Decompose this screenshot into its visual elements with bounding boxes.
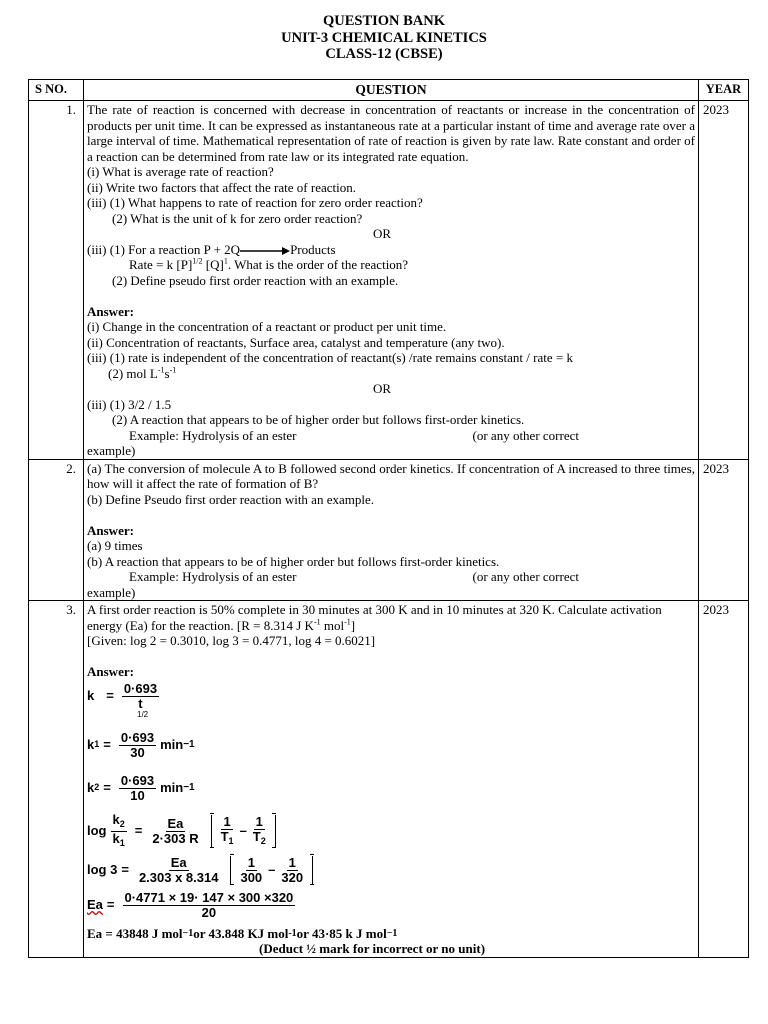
- year-cell: 2023: [699, 101, 749, 460]
- question-part: (b) Define Pseudo first order reaction with an example.: [87, 491, 374, 507]
- answer-part: [87, 569, 695, 585]
- column-header-year: YEAR: [699, 80, 749, 101]
- exponent: -1: [313, 617, 321, 627]
- column-header-sno: S NO.: [29, 80, 84, 101]
- subscript: 2: [119, 818, 125, 829]
- answer-part: (b) A reaction that appears to be of higher order but follows first-order kinetics.: [87, 553, 500, 569]
- question-part: (ii) Write two factors that affect the rate of reaction.: [87, 179, 356, 195]
- document-header: [0, 13, 768, 63]
- marking-note: (Deduct ½ mark for incorrect or no unit): [259, 941, 486, 956]
- denominator: 320: [281, 869, 304, 885]
- denominator: 20: [201, 904, 217, 920]
- unit: (2) mol L: [108, 365, 158, 381]
- question-part: (i) What is average rate of reaction?: [87, 164, 274, 179]
- half-subscript: 1/2: [137, 709, 149, 719]
- subscript: 1: [94, 739, 100, 750]
- unit: min: [160, 737, 184, 753]
- example: Example: Hydrolysis of an ester: [129, 569, 297, 584]
- equation-result: [87, 926, 695, 942]
- year-cell: 2023: [699, 459, 749, 601]
- question-table: [28, 79, 749, 958]
- numerator: Ea: [170, 854, 187, 870]
- fraction: [122, 682, 159, 711]
- exponent: −1: [182, 927, 194, 939]
- numerator: 1: [288, 854, 296, 870]
- question-cell: [84, 101, 699, 460]
- answer-label: Answer:: [87, 303, 134, 319]
- answer-part: example): [87, 443, 136, 458]
- fraction: [137, 856, 221, 885]
- result-text: or 43·85 k J mol: [296, 925, 387, 941]
- answer-part: example): [87, 584, 136, 600]
- answer-part: (2) A reaction that appears to be of higher order but follows first-order kinetics.: [112, 412, 525, 427]
- denominator: 2.303 x 8.314: [138, 869, 219, 885]
- table-header-row: [29, 80, 749, 101]
- alternative-note: (or any other correct: [472, 569, 579, 584]
- denominator: 30: [130, 744, 145, 760]
- math-symbol: k: [87, 688, 95, 704]
- answer-label: Answer:: [87, 522, 134, 538]
- question-part: [87, 602, 695, 633]
- equation-ea: Ea = $\frac{0\cdot 4771 \times 19\cdot 147 \times 300 \times 320}{20}$: [87, 889, 294, 920]
- equation-k: k = $\frac{0\cdot 693}{t}$: [87, 680, 158, 711]
- answer-part: (i) Change in the concentration of a reactant or product per unit time.: [87, 319, 447, 334]
- or-separator: OR: [373, 381, 392, 396]
- fraction: [123, 891, 296, 920]
- answer-part: (iii) (1) 3/2 / 1.5: [87, 396, 172, 412]
- solution-math: [87, 682, 695, 957]
- fraction: [111, 813, 127, 850]
- rate-law: Rate = k [P]: [129, 257, 193, 272]
- equation-k1: k 1 = $\frac{0\cdot 693}{30}$ min −1: [87, 729, 195, 760]
- question-intro: The rate of reaction is concerned with decrease in concentration of reactants or increase in the concentration of products per unit time. It can be expressed as instantaneous rate at a particular instant of time and average rate over a large interval of time. Mathematical representation of rate of reaction is given by rate law. Rate constant and order of a reaction can be determined from rate law or its integrated rate equation.: [87, 102, 695, 164]
- question-part: (2) What is the unit of k for zero order reaction?: [112, 210, 363, 226]
- or-separator: OR: [373, 226, 392, 241]
- question-text: A first order reaction is 50% complete in 30 minutes at 300 K and in 10 minutes at 320 K. Calculate activation energy (Ea) for the reaction. [R = 8.314 J K: [87, 602, 662, 633]
- result-text: or 43.848 KJ mol: [193, 925, 289, 941]
- answer-part: (ii) Concentration of reactants, Surface area, catalyst and temperature (any two).: [87, 334, 505, 350]
- bracket: $\frac{1}{300}$ – $\frac{1}{320}$: [230, 856, 313, 885]
- equation-arrhenius: log $\frac{k_2}{k_1}$ = $\frac{Ea}{2\cdot 303 R}$ $\frac{1}{T_1}$ – $\frac{1}{T_2}$: [87, 813, 695, 850]
- exponent: 1/2: [192, 256, 203, 266]
- numerator: Ea: [167, 815, 184, 831]
- unit: min: [160, 780, 184, 796]
- subscript: 2: [94, 782, 100, 793]
- reaction-right: Products: [290, 241, 336, 257]
- denominator: [136, 697, 144, 711]
- serial-number: 2.: [29, 459, 84, 601]
- denominator: 2·303 R: [152, 830, 199, 846]
- question-text: mol: [320, 617, 345, 633]
- answer-part: [87, 428, 695, 444]
- subscript: 2: [260, 835, 266, 846]
- numerator: 1: [223, 813, 231, 829]
- numerator: 0·693: [123, 680, 158, 696]
- denominator: 300: [240, 869, 263, 885]
- answer-part: [87, 366, 695, 382]
- header-class: CLASS-12 (CBSE): [325, 46, 443, 62]
- exponent: 1: [223, 256, 228, 266]
- math-symbol: k: [87, 780, 95, 796]
- equation-log3: log 3 = $\frac{Ea}{2.303 x 8.314}$ $\frac{1}{300}$ – $\frac{1}{320}$: [87, 856, 695, 885]
- answer-part: (a) 9 times: [87, 538, 143, 553]
- question-part: [87, 242, 695, 258]
- exponent: −1: [386, 927, 398, 939]
- table-row: [29, 459, 749, 601]
- exponent: -1: [288, 927, 297, 939]
- fraction: [119, 774, 156, 803]
- question-part: [87, 257, 695, 273]
- math-symbol: k: [112, 830, 120, 846]
- exponent: -1: [344, 617, 351, 627]
- exponent: −1: [183, 782, 195, 794]
- denominator: 10: [130, 787, 145, 803]
- question-part: (a) The conversion of molecule A to B followed second order kinetics. If concentration of A increased to three times, how will it affect the rate of formation of B?: [87, 460, 695, 491]
- serial-number: 3.: [29, 601, 84, 958]
- math-symbol: k: [87, 737, 95, 753]
- table-row: [29, 101, 749, 460]
- table-row: [29, 601, 749, 958]
- answer-part: (iii) (1) rate is independent of the concentration of reactant(s) /rate remains constant / rate = k: [87, 350, 573, 365]
- question-cell: [84, 601, 699, 958]
- question-part: (iii) (1) What happens to rate of reaction for zero order reaction?: [87, 195, 423, 210]
- year-cell: 2023: [699, 601, 749, 958]
- exponent: -1: [169, 365, 177, 375]
- math-symbol: Ea: [87, 897, 103, 913]
- rate-law: . What is the order of the reaction?: [227, 257, 409, 272]
- question-text: ]: [350, 617, 356, 633]
- math-symbol: T: [220, 828, 229, 844]
- unit: s: [164, 365, 170, 381]
- numerator: 1: [255, 813, 263, 829]
- example: Example: Hydrolysis of an ester: [129, 427, 297, 443]
- numerator: 0·693: [120, 772, 155, 788]
- header-unit: UNIT-3 CHEMICAL KINETICS: [281, 29, 487, 46]
- reaction-arrow-icon: [240, 246, 290, 256]
- result-text: Ea = 43848 J mol: [87, 925, 183, 941]
- answer-label: Answer:: [87, 664, 134, 679]
- numerator: 1: [247, 854, 255, 870]
- math-symbol: k: [112, 811, 120, 827]
- math-symbol: t: [138, 695, 143, 711]
- exponent: −1: [183, 739, 195, 751]
- exponent: -1: [157, 365, 165, 375]
- alternative-note: (or any other correct: [472, 427, 579, 443]
- rate-law: [Q]: [202, 257, 224, 272]
- math-symbol: log: [87, 823, 107, 839]
- math-symbol: log 3: [87, 862, 118, 878]
- fraction: [119, 731, 156, 760]
- numerator: 0·4771 × 19· 147 × 300 ×320: [124, 889, 294, 905]
- header-title: QUESTION BANK: [322, 13, 446, 29]
- question-part: [Given: log 2 = 0.3010, log 3 = 0.4771, log 4 = 0.6021]: [87, 633, 376, 648]
- subscript: 1: [119, 837, 125, 848]
- numerator: 0·693: [120, 729, 155, 745]
- subscript: 1: [228, 835, 234, 846]
- equation-k2: k 2 = $\frac{0\cdot 693}{10}$ min −1: [87, 772, 195, 803]
- fraction: [150, 817, 200, 846]
- math-symbol: T: [252, 828, 261, 844]
- bracket: $\frac{1}{T_1}$ – $\frac{1}{T_2}$: [211, 815, 276, 848]
- column-header-question: QUESTION: [84, 80, 699, 101]
- serial-number: 1.: [29, 101, 84, 460]
- reaction-left: (iii) (1) For a reaction P + 2Q: [87, 241, 241, 257]
- question-part: (2) Define pseudo first order reaction with an example.: [112, 272, 399, 288]
- question-cell: [84, 459, 699, 601]
